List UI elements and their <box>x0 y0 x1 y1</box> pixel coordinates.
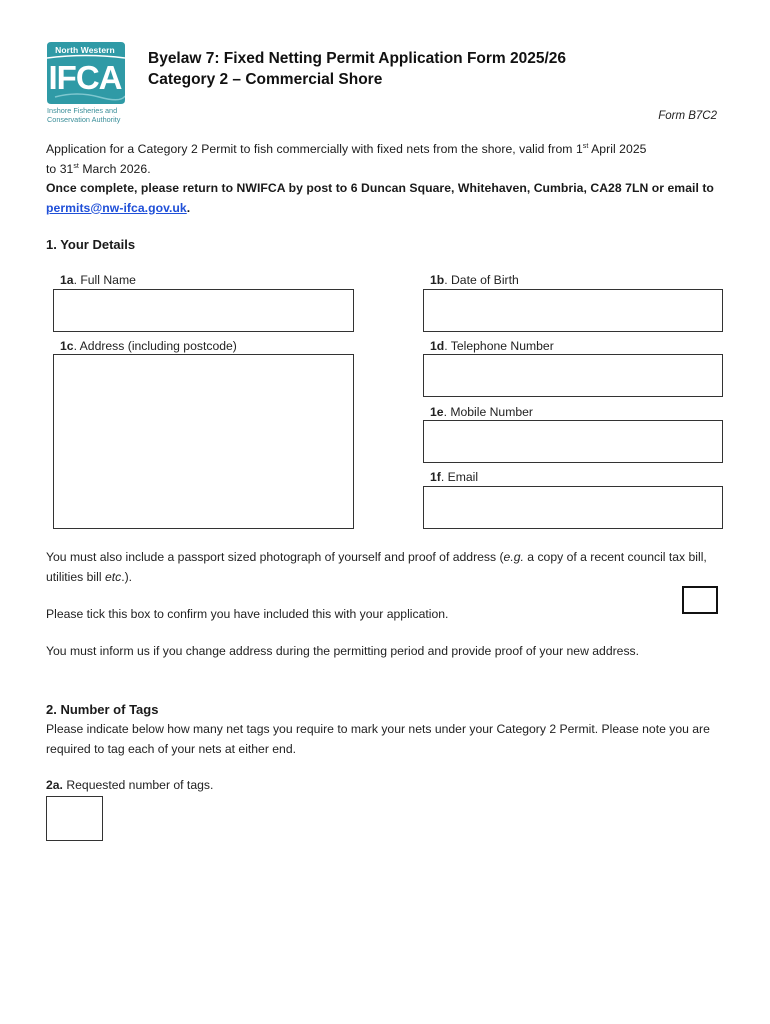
title-line-1: Byelaw 7: Fixed Netting Permit Application Form 2025/26 <box>148 50 567 67</box>
address-field[interactable] <box>53 354 354 529</box>
photo-requirement-note: You must also include a passport sized photograph of yourself and proof of address (e.g. a copy of a recent council tax bill, utilities bill etc.). <box>46 550 707 584</box>
dob-field[interactable] <box>423 289 723 332</box>
telephone-field[interactable] <box>423 354 723 397</box>
return-instructions: Once complete, please return to NWIFCA by post to 6 Duncan Square, Whitehaven, Cumbria, CA28 7LN or email to permits@nw-ifca.gov.uk. <box>46 181 714 215</box>
title-line-2: Category 2 – Commercial Shore <box>148 71 383 88</box>
form-code: Form B7C2 <box>658 110 717 122</box>
tags-description: Please indicate below how many net tags you require to mark your nets under your Category 2 Permit. Please note you are required to tag each of your nets at either end. <box>46 722 710 756</box>
intro-paragraph <box>46 140 730 218</box>
section-1-heading: 1. Your Details <box>46 237 136 252</box>
intro-line-1: Application for a Category 2 Permit to fish commercially with fixed nets from the shore, valid from 1st April 2025 <box>46 142 647 156</box>
tick-confirmation-text: Please tick this box to confirm you have included this with your application. <box>46 607 449 621</box>
logo-subtitle: Inshore Fisheries and Conservation Authority <box>47 106 121 124</box>
mobile-label: 1e. Mobile Number <box>430 405 533 419</box>
mobile-field[interactable] <box>423 420 723 463</box>
email-label: 1f. Email <box>430 470 479 484</box>
tags-count-field[interactable] <box>46 796 103 841</box>
email-field[interactable] <box>423 486 723 529</box>
telephone-label: 1d. Telephone Number <box>430 339 554 353</box>
address-change-note: You must inform us if you change address during the permitting period and provide proof of your new address. <box>46 644 640 658</box>
confirmation-checkbox[interactable] <box>682 586 718 614</box>
tags-label: 2a. Requested number of tags. <box>46 778 214 792</box>
address-label: 1c. Address (including postcode) <box>60 339 237 353</box>
ifca-logo <box>46 42 128 126</box>
logo-wordmark: IFCA <box>48 59 122 96</box>
full-name-field[interactable] <box>53 289 354 332</box>
intro-line-2: to 31st March 2026. <box>46 161 151 176</box>
logo-top-text: North Western <box>55 45 115 55</box>
full-name-label: 1a. Full Name <box>60 273 136 287</box>
form-title <box>148 48 566 90</box>
dob-label: 1b. Date of Birth <box>430 273 519 287</box>
section-2-heading: 2. Number of Tags <box>46 702 159 717</box>
email-link[interactable]: permits@nw-ifca.gov.uk <box>46 200 187 215</box>
